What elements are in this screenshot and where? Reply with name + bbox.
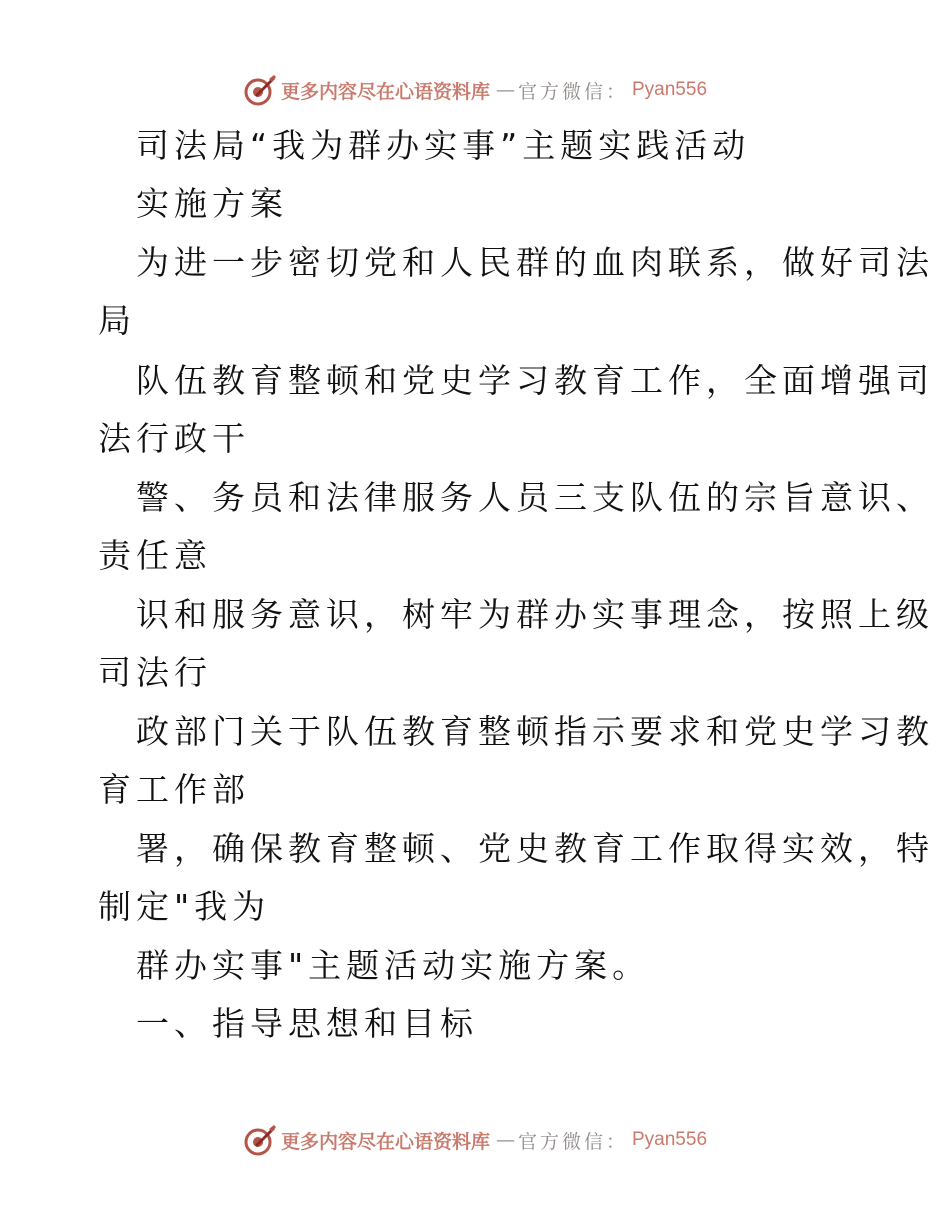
doc-paragraph-line: 育工作部	[98, 770, 250, 809]
doc-paragraph-line: 为进一步密切党和人民群的血肉联系，做好司法	[136, 243, 934, 282]
footer-watermark	[0, 1120, 950, 1160]
watermark-separator: —	[495, 1129, 512, 1151]
doc-paragraph-line: 识和服务意识，树牢为群办实事理念，按照上级	[136, 595, 934, 634]
doc-paragraph-line: 法行政干	[98, 419, 250, 458]
doc-paragraph-line: 队伍教育整顿和党史学习教育工作，全面增强司	[136, 361, 934, 400]
doc-paragraph-line: 司法行	[98, 653, 212, 692]
doc-paragraph-line: 责任意	[98, 536, 212, 575]
doc-paragraph-line: 警、务员和法律服务人员三支队伍的宗旨意识、	[136, 478, 934, 517]
doc-section-heading: 一、指导思想和目标	[136, 1004, 478, 1043]
doc-title-line: 司法局“我为群办实事”主题实践活动	[136, 126, 751, 165]
watermark-site-text: 更多内容尽在心语资料库	[280, 1130, 490, 1153]
watermark-site-text: 更多内容尽在心语资料库	[280, 80, 490, 103]
doc-paragraph-line: 制定"我为	[98, 887, 271, 926]
watermark-wechat-id: Pyan556	[632, 79, 708, 100]
doc-paragraph-line: 政部门关于队伍教育整顿指示要求和党史学习教	[136, 712, 934, 751]
watermark-separator: —	[495, 79, 512, 101]
watermark-wechat-id: Pyan556	[632, 1129, 708, 1150]
doc-subtitle-line: 实施方案	[136, 184, 288, 223]
quill-pen-logo-icon	[243, 1123, 277, 1157]
doc-paragraph-line: 群办实事"主题活动实施方案。	[136, 946, 651, 985]
watermark-wechat-label: 官方微信：	[517, 1130, 628, 1153]
doc-paragraph-line: 署，确保教育整顿、党史教育工作取得实效，特	[136, 829, 934, 868]
watermark-wechat-label: 官方微信：	[517, 80, 628, 103]
doc-paragraph-line: 局	[98, 301, 136, 340]
